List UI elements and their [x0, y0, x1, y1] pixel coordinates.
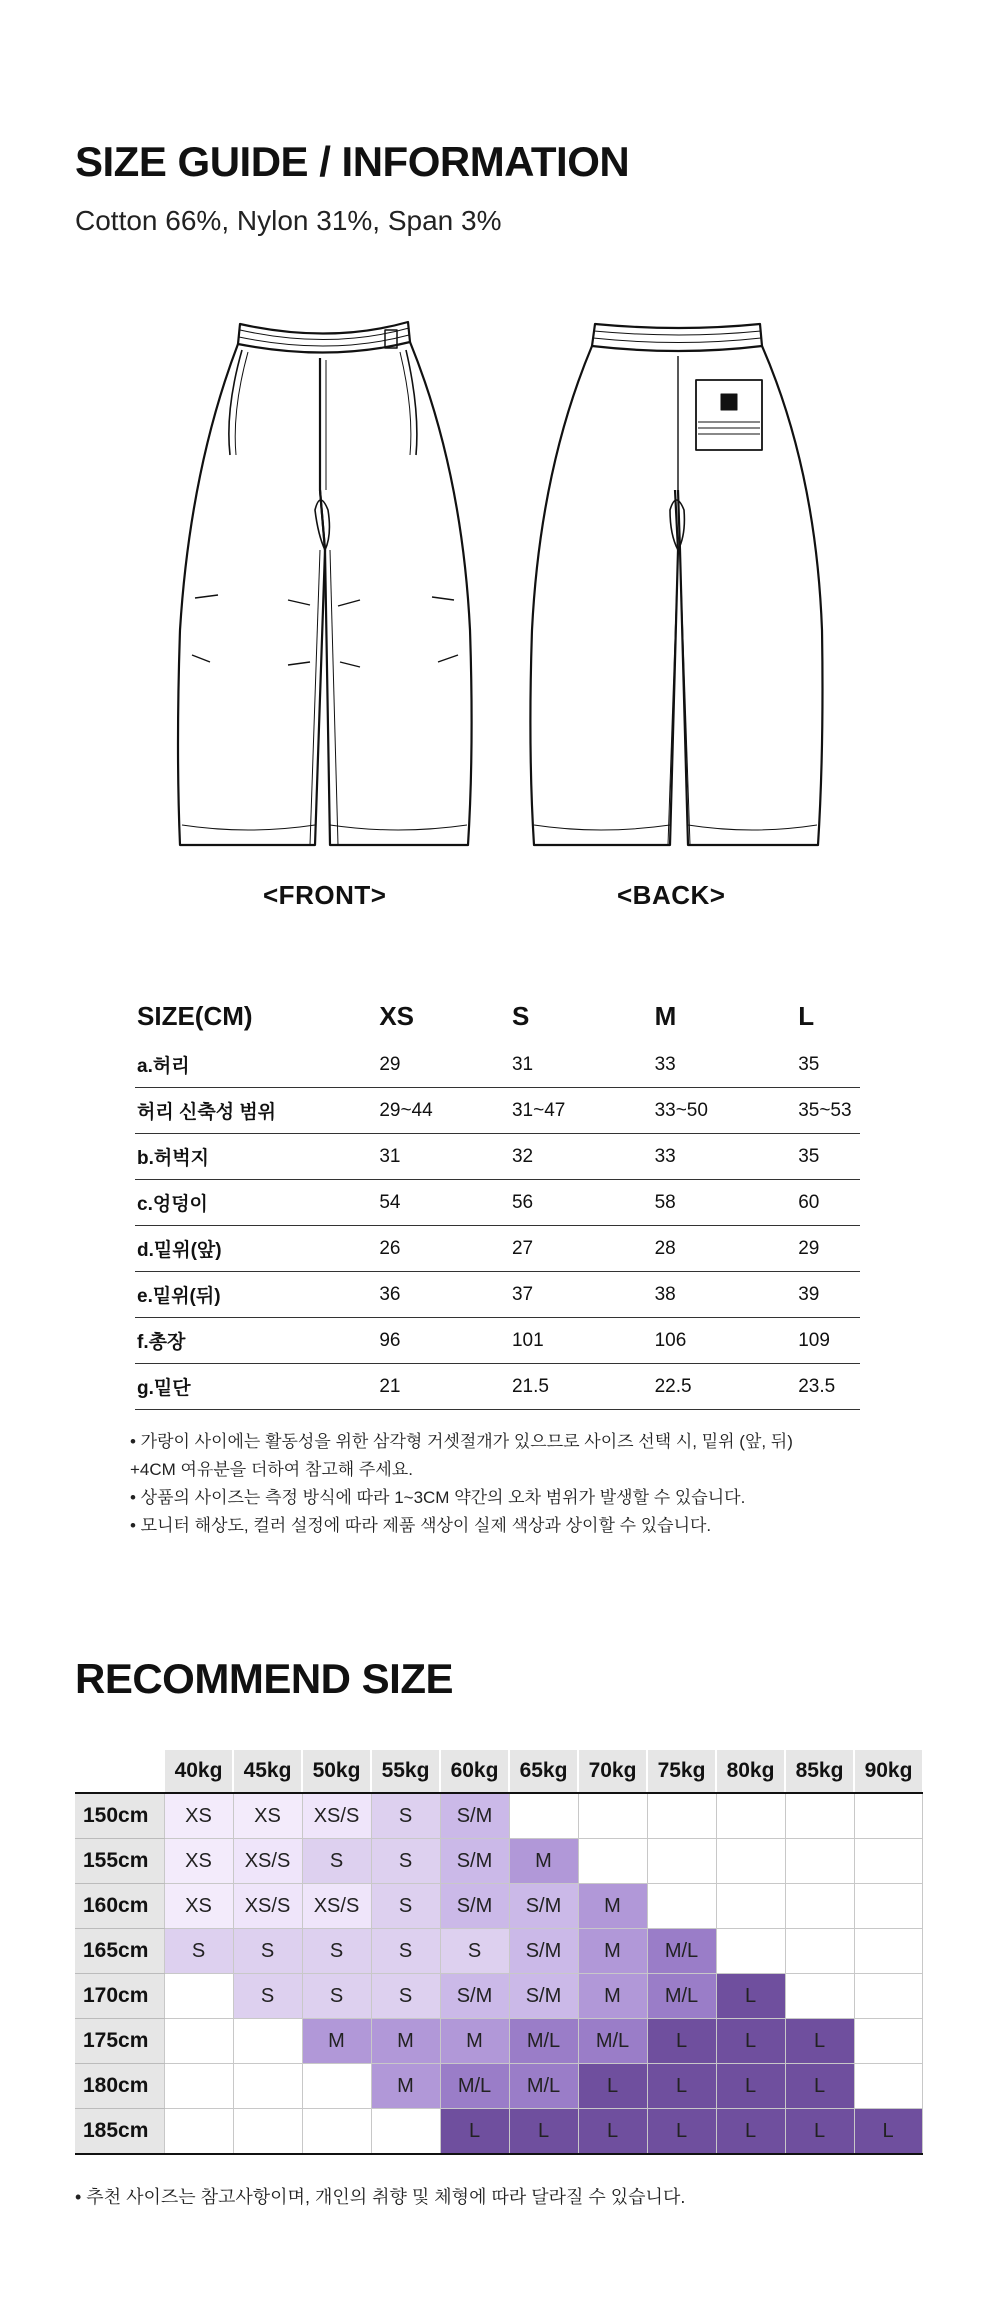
- note-line: • 가랑이 사이에는 활동성을 위한 삼각형 거셋절개가 있으므로 사이즈 선택 시, 밑위 (앞, 뒤): [130, 1432, 793, 1451]
- size-header-xs: XS: [379, 1000, 415, 1031]
- weight-header: 45kg: [233, 1750, 302, 1793]
- size-value-cell: 31~47: [511, 1099, 566, 1121]
- size-cell: S/M: [509, 1974, 578, 2019]
- size-cell: M: [371, 2064, 440, 2109]
- size-cell: [854, 1839, 922, 1884]
- size-value-cell: 33: [654, 1053, 676, 1075]
- grid-corner: [75, 1750, 164, 1793]
- size-cell: [164, 2109, 233, 2155]
- height-row: [75, 1839, 922, 1884]
- size-cell: M: [440, 2019, 509, 2064]
- size-value-cell: 54: [379, 1191, 401, 1213]
- size-value-cell: 21: [379, 1375, 401, 1397]
- size-row: [135, 1088, 860, 1134]
- size-cell: M: [578, 1884, 647, 1929]
- size-cell: M/L: [440, 2064, 509, 2109]
- size-chart-header: [135, 990, 860, 1042]
- recommend-title: RECOMMEND SIZE: [75, 1655, 454, 1702]
- size-row: [135, 1226, 860, 1272]
- height-header: 160cm: [75, 1884, 164, 1929]
- size-header-label: SIZE(CM): [137, 1000, 253, 1031]
- weight-header: 75kg: [647, 1750, 716, 1793]
- size-cell: [233, 2109, 302, 2155]
- height-header: 180cm: [75, 2064, 164, 2109]
- size-cell: S/M: [440, 1839, 509, 1884]
- size-cell: [509, 1793, 578, 1839]
- size-value-cell: 37: [511, 1283, 534, 1305]
- size-row-label: d.밑위(앞): [137, 1240, 222, 1261]
- size-cell: L: [647, 2109, 716, 2155]
- weight-header: 40kg: [164, 1750, 233, 1793]
- size-row: [135, 1364, 860, 1410]
- size-cell: L: [716, 2064, 785, 2109]
- size-value-cell: 106: [654, 1329, 687, 1351]
- size-cell: [302, 2109, 371, 2155]
- size-value-cell: 23.5: [798, 1375, 836, 1397]
- size-cell: [233, 2019, 302, 2064]
- size-value-cell: 33~50: [654, 1099, 708, 1121]
- height-header: 150cm: [75, 1793, 164, 1839]
- size-cell: S: [371, 1884, 440, 1929]
- size-cell: S/M: [509, 1929, 578, 1974]
- size-value-cell: 96: [379, 1329, 401, 1351]
- size-cell: [302, 2064, 371, 2109]
- size-row-label: c.엉덩이: [137, 1194, 208, 1215]
- size-cell: [716, 1929, 785, 1974]
- size-cell: XS/S: [233, 1884, 302, 1929]
- size-cell: S: [371, 1929, 440, 1974]
- size-row-label: g.밑단: [137, 1378, 191, 1399]
- size-row-label: f.총장: [137, 1332, 186, 1353]
- height-row: [75, 2109, 922, 2155]
- size-value-cell: 35: [798, 1145, 820, 1167]
- size-value-cell: 39: [798, 1283, 820, 1305]
- weight-header: 80kg: [716, 1750, 785, 1793]
- size-cell: [785, 1974, 854, 2019]
- size-cell: S: [371, 1793, 440, 1839]
- size-row-label: a.허리: [137, 1056, 190, 1077]
- weight-header: 50kg: [302, 1750, 371, 1793]
- size-value-cell: 101: [511, 1329, 544, 1351]
- size-value-cell: 29~44: [379, 1099, 433, 1121]
- size-cell: S/M: [440, 1974, 509, 2019]
- size-cell: M: [578, 1929, 647, 1974]
- size-cell: L: [578, 2109, 647, 2155]
- size-cell: L: [785, 2064, 854, 2109]
- size-value-cell: 22.5: [654, 1375, 692, 1397]
- size-header-s: S: [511, 1000, 530, 1031]
- size-value-cell: 33: [654, 1145, 676, 1167]
- size-chart-table: [135, 990, 860, 1410]
- size-value-cell: 31: [511, 1053, 534, 1075]
- size-value-cell: 31: [379, 1145, 401, 1167]
- size-cell: S: [302, 1929, 371, 1974]
- back-label: <BACK>: [617, 880, 726, 910]
- weight-header: 85kg: [785, 1750, 854, 1793]
- size-cell: S: [302, 1974, 371, 2019]
- size-row-label: 허리 신축성 범위: [137, 1102, 277, 1123]
- weight-header: 55kg: [371, 1750, 440, 1793]
- size-value-cell: 58: [654, 1191, 676, 1213]
- size-cell: [578, 1793, 647, 1839]
- note-line: • 상품의 사이즈는 측정 방식에 따라 1~3CM 약간의 오차 범위가 발생할 수 있습니다.: [130, 1488, 746, 1507]
- size-cell: L: [716, 1974, 785, 2019]
- size-cell: M: [302, 2019, 371, 2064]
- height-header: 175cm: [75, 2019, 164, 2064]
- size-cell: [854, 1974, 922, 2019]
- recommend-footnote: • 추천 사이즈는 참고사항이며, 개인의 취향 및 체형에 따라 달라질 수 있습니다.: [75, 2187, 686, 2207]
- note-line: +4CM 여유분을 더하여 참고해 주세요.: [130, 1460, 413, 1479]
- size-cell: XS: [164, 1793, 233, 1839]
- size-cell: S: [440, 1929, 509, 1974]
- height-row: [75, 1793, 922, 1839]
- size-cell: L: [578, 2064, 647, 2109]
- size-cell: L: [785, 2019, 854, 2064]
- size-value-cell: 35: [798, 1053, 820, 1075]
- recommend-size-grid: [75, 1750, 923, 2155]
- size-cell: [785, 1929, 854, 1974]
- size-cell: [785, 1793, 854, 1839]
- size-cell: [854, 1793, 922, 1839]
- size-cell: XS/S: [302, 1884, 371, 1929]
- size-row-label: e.밑위(뒤): [137, 1286, 221, 1307]
- weight-header: 65kg: [509, 1750, 578, 1793]
- size-cell: M: [509, 1839, 578, 1884]
- size-cell: [647, 1839, 716, 1884]
- size-row: [135, 1318, 860, 1364]
- size-cell: [647, 1793, 716, 1839]
- size-cell: L: [785, 2109, 854, 2155]
- size-cell: XS: [164, 1839, 233, 1884]
- material-composition: Cotton 66%, Nylon 31%, Span 3%: [75, 205, 502, 236]
- size-cell: [716, 1884, 785, 1929]
- size-cell: S: [164, 1929, 233, 1974]
- size-value-cell: 56: [511, 1191, 534, 1213]
- height-row: [75, 2064, 922, 2109]
- height-row: [75, 1884, 922, 1929]
- size-cell: [647, 1884, 716, 1929]
- size-cell: M/L: [509, 2064, 578, 2109]
- size-cell: [233, 2064, 302, 2109]
- height-header: 165cm: [75, 1929, 164, 1974]
- size-cell: S: [302, 1839, 371, 1884]
- height-header: 170cm: [75, 1974, 164, 2019]
- size-cell: M: [371, 2019, 440, 2064]
- size-cell: [164, 2019, 233, 2064]
- size-cell: L: [716, 2019, 785, 2064]
- size-cell: S: [371, 1974, 440, 2019]
- size-cell: [578, 1839, 647, 1884]
- size-value-cell: 36: [379, 1283, 401, 1305]
- size-value-cell: 26: [379, 1237, 401, 1259]
- size-cell: XS/S: [233, 1839, 302, 1884]
- size-cell: S/M: [509, 1884, 578, 1929]
- size-cell: [716, 1793, 785, 1839]
- size-notes: [130, 1428, 793, 1540]
- note-line: • 모니터 해상도, 컬러 설정에 따라 제품 색상이 실제 색상과 상이할 수 있습니다.: [130, 1516, 712, 1535]
- size-value-cell: 60: [798, 1191, 820, 1213]
- size-value-cell: 38: [654, 1283, 676, 1305]
- height-header: 155cm: [75, 1839, 164, 1884]
- size-cell: L: [647, 2019, 716, 2064]
- size-cell: L: [716, 2109, 785, 2155]
- size-value-cell: 35~53: [798, 1099, 852, 1121]
- size-cell: M/L: [647, 1974, 716, 2019]
- size-row-label: b.허벅지: [137, 1148, 209, 1169]
- size-row: [135, 1134, 860, 1180]
- weight-header: 60kg: [440, 1750, 509, 1793]
- size-value-cell: 29: [798, 1237, 820, 1259]
- size-cell: XS: [233, 1793, 302, 1839]
- weight-header: 90kg: [854, 1750, 922, 1793]
- size-cell: L: [854, 2109, 922, 2155]
- size-cell: S: [371, 1839, 440, 1884]
- page-title: SIZE GUIDE / INFORMATION: [75, 138, 630, 185]
- size-cell: [716, 1839, 785, 1884]
- size-row: [135, 1042, 860, 1088]
- size-cell: XS/S: [302, 1793, 371, 1839]
- size-cell: S: [233, 1974, 302, 2019]
- size-row: [135, 1180, 860, 1226]
- height-row: [75, 1974, 922, 2019]
- size-cell: [854, 2019, 922, 2064]
- height-row: [75, 2019, 922, 2064]
- size-value-cell: 28: [654, 1237, 676, 1259]
- size-row: [135, 1272, 860, 1318]
- size-cell: [164, 1974, 233, 2019]
- size-cell: L: [440, 2109, 509, 2155]
- size-cell: XS: [164, 1884, 233, 1929]
- size-cell: S/M: [440, 1884, 509, 1929]
- size-value-cell: 32: [511, 1145, 534, 1167]
- size-value-cell: 21.5: [511, 1375, 549, 1397]
- size-cell: L: [647, 2064, 716, 2109]
- size-cell: [854, 2064, 922, 2109]
- size-cell: [854, 1884, 922, 1929]
- size-cell: M/L: [509, 2019, 578, 2064]
- front-label: <FRONT>: [263, 880, 387, 910]
- size-header-l: L: [798, 1000, 815, 1031]
- size-cell: S: [233, 1929, 302, 1974]
- height-row: [75, 1929, 922, 1974]
- pants-back-illustration: [520, 310, 830, 850]
- size-cell: M/L: [647, 1929, 716, 1974]
- pants-front-illustration: [170, 310, 480, 850]
- size-cell: M: [578, 1974, 647, 2019]
- size-value-cell: 27: [511, 1237, 534, 1259]
- weight-header: 70kg: [578, 1750, 647, 1793]
- size-value-cell: 109: [798, 1329, 830, 1351]
- size-cell: S/M: [440, 1793, 509, 1839]
- size-cell: [785, 1839, 854, 1884]
- size-value-cell: 29: [379, 1053, 401, 1075]
- size-header-m: M: [654, 1000, 677, 1031]
- size-cell: [164, 2064, 233, 2109]
- height-header: 185cm: [75, 2109, 164, 2155]
- size-cell: L: [509, 2109, 578, 2155]
- size-cell: M/L: [578, 2019, 647, 2064]
- size-cell: [371, 2109, 440, 2155]
- size-cell: [854, 1929, 922, 1974]
- size-cell: [785, 1884, 854, 1929]
